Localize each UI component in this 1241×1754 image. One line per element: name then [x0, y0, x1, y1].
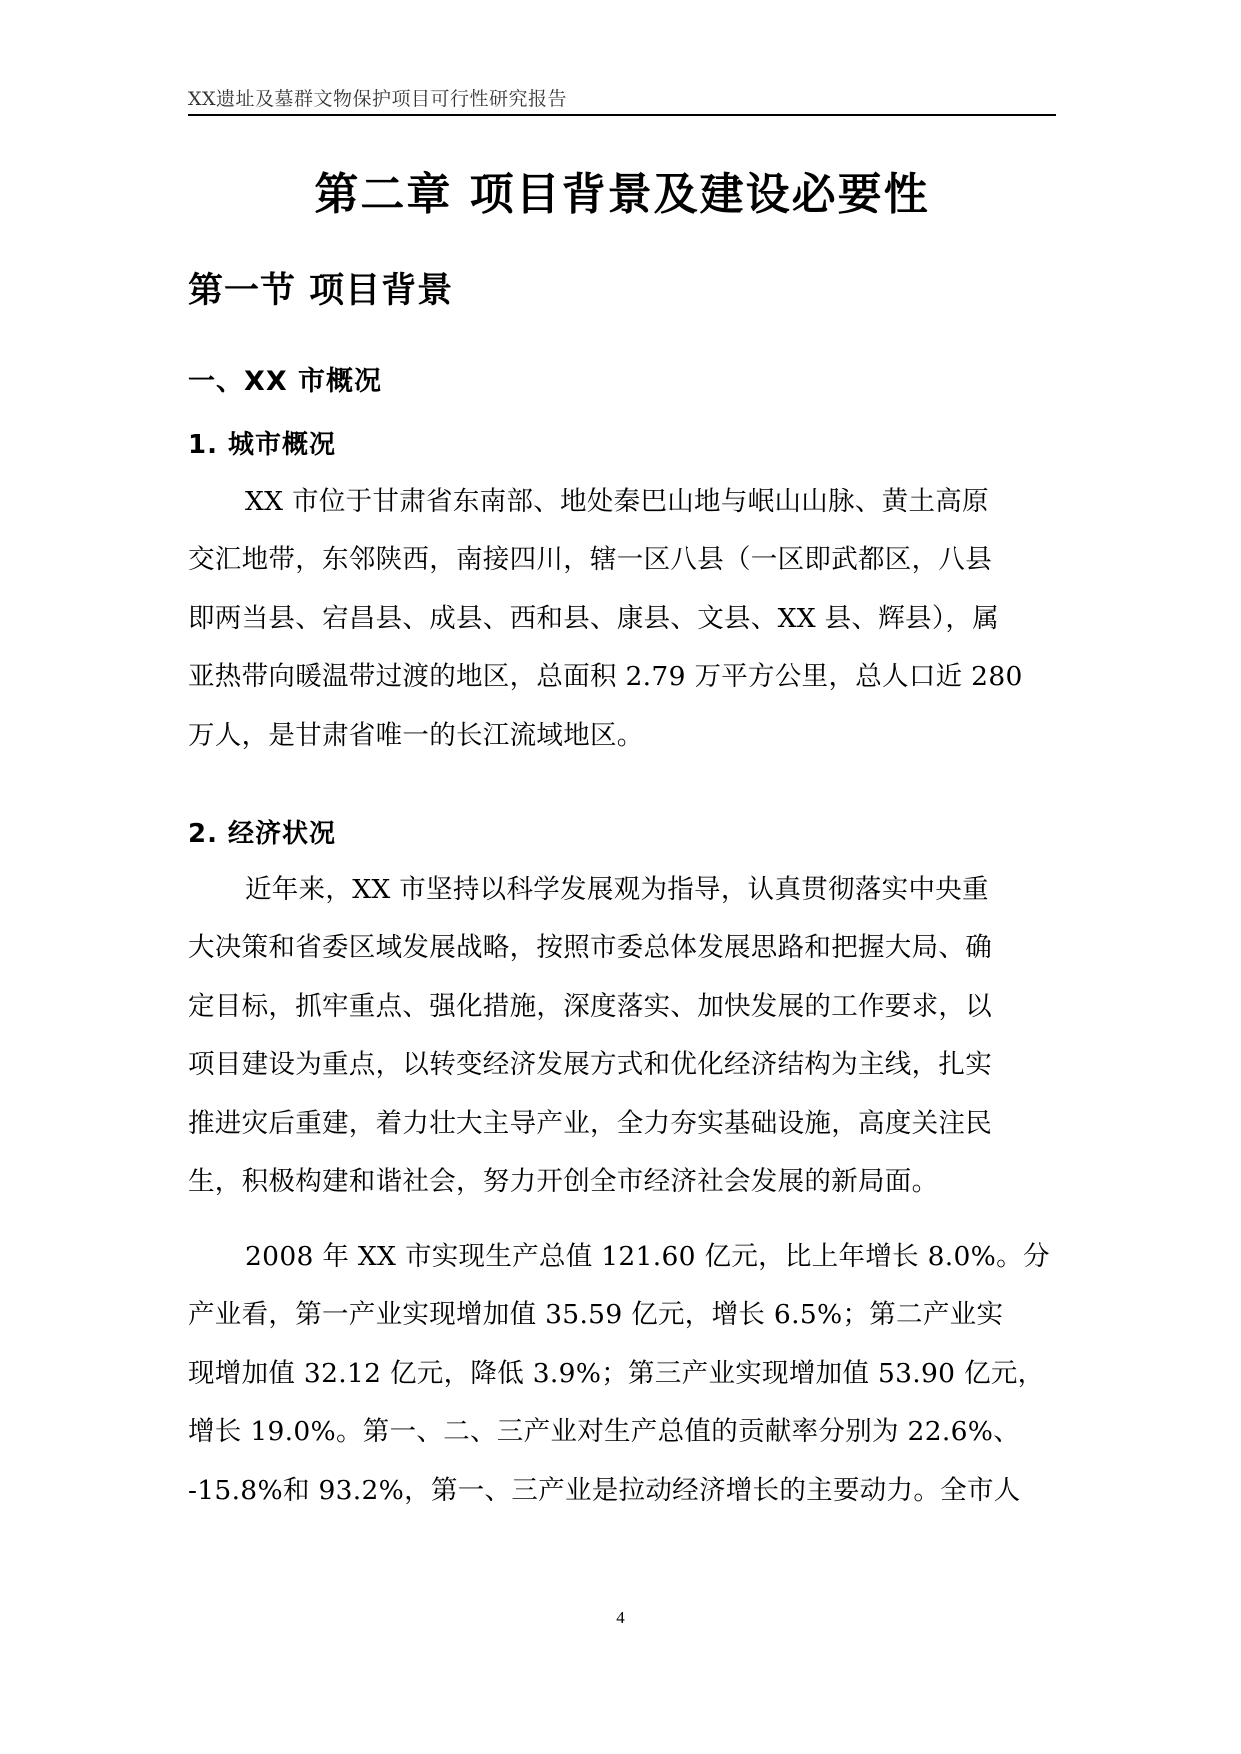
paragraph-line: 大决策和省委区域发展战略，按照市委总体发展思路和把握大局、确 [188, 932, 992, 963]
economy-heading: 2. 经济状况 [188, 819, 337, 849]
page-number: 4 [616, 1608, 625, 1627]
paragraph-line: 产业看，第一产业实现增加值 35.59 亿元，增长 6.5%；第二产业实 [188, 1299, 1004, 1330]
paragraph-line: 项目建设为重点，以转变经济发展方式和优化经济结构为主线，扎实 [188, 1049, 992, 1080]
paragraph-line: 推进灾后重建，着力壮大主导产业，全力夯实基础设施，高度关注民 [188, 1108, 992, 1139]
paragraph-line: 2008 年 XX 市实现生产总值 121.60 亿元，比上年增长 8.0%。分 [245, 1241, 1050, 1272]
paragraph-line: 近年来，XX 市坚持以科学发展观为指导，认真贯彻落实中央重 [245, 874, 989, 905]
paragraph-line: 现增加值 32.12 亿元，降低 3.9%；第三产业实现增加值 53.90 亿元， [188, 1358, 1045, 1389]
subsection-title: 一、XX 市概况 [188, 366, 383, 397]
paragraph-line: 增长 19.0%。第一、二、三产业对生产总值的贡献率分别为 22.6%、 [188, 1416, 1021, 1447]
paragraph-line: 交汇地带，东邻陕西，南接四川，辖一区八县（一区即武都区，八县 [188, 544, 992, 575]
paragraph-line: 生，积极构建和谐社会，努力开创全市经济社会发展的新局面。 [188, 1166, 939, 1197]
paragraph-line: -15.8%和 93.2%，第一、三产业是拉动经济增长的主要动力。全市人 [188, 1475, 1021, 1506]
paragraph-line: 万人，是甘肃省唯一的长江流域地区。 [188, 720, 644, 751]
paragraph-line: 亚热带向暖温带过渡的地区，总面积 2.79 万平方公里，总人口近 280 [188, 661, 1023, 692]
city-overview-heading: 1. 城市概况 [188, 430, 337, 460]
paragraph-line: XX 市位于甘肃省东南部、地处秦巴山地与岷山山脉、黄土高原 [245, 486, 989, 517]
paragraph-line: 即两当县、宕昌县、成县、西和县、康县、文县、XX 县、辉县），属 [188, 603, 1000, 634]
chapter-title: 第二章 项目背景及建设必要性 [314, 169, 930, 220]
running-header: XX遗址及墓群文物保护项目可行性研究报告 [188, 88, 568, 110]
paragraph-line: 定目标，抓牢重点、强化措施，深度落实、加快发展的工作要求，以 [188, 991, 992, 1022]
section-title: 第一节 项目背景 [188, 271, 454, 311]
header-rule [188, 114, 1056, 116]
